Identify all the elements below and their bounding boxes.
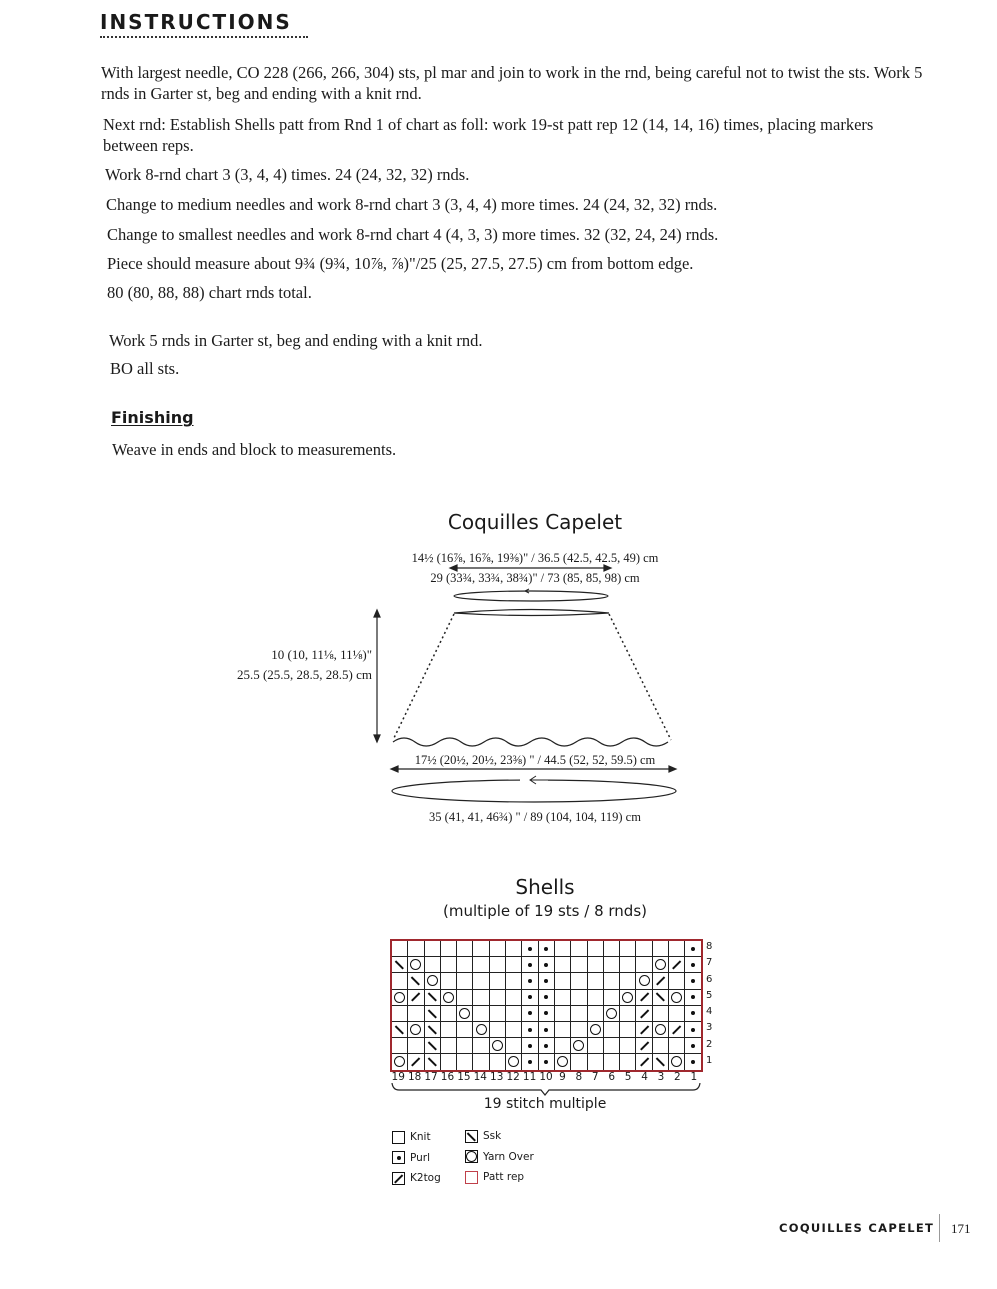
knit-cell bbox=[424, 957, 440, 973]
purl-cell bbox=[685, 957, 702, 973]
column-number: 16 bbox=[440, 1071, 455, 1083]
knit-cell bbox=[620, 1021, 636, 1037]
knit-cell bbox=[457, 973, 473, 989]
running-footer-title: COQUILLES CAPELET bbox=[779, 1221, 935, 1235]
knit-cell bbox=[571, 973, 587, 989]
yarn-over-cell bbox=[489, 1038, 505, 1054]
column-number: 2 bbox=[674, 1071, 681, 1083]
knit-cell bbox=[489, 1054, 505, 1071]
k2tog-cell bbox=[636, 1038, 652, 1054]
knit-cell bbox=[603, 1021, 619, 1037]
ssk-cell bbox=[391, 957, 408, 973]
knit-cell bbox=[506, 973, 522, 989]
legend-column-2 bbox=[465, 1126, 534, 1188]
column-number: 13 bbox=[490, 1071, 504, 1083]
knit-cell bbox=[473, 940, 489, 957]
yarn-over-cell bbox=[620, 989, 636, 1005]
k2tog-symbol-icon bbox=[392, 1172, 405, 1185]
knit-cell bbox=[391, 1038, 408, 1054]
knit-symbol-icon bbox=[392, 1131, 405, 1144]
chart-row bbox=[391, 940, 702, 957]
knit-cell bbox=[620, 957, 636, 973]
knit-cell bbox=[489, 957, 505, 973]
knit-cell bbox=[554, 957, 570, 973]
knit-cell bbox=[669, 1005, 685, 1021]
footer-divider bbox=[939, 1214, 940, 1242]
knit-cell bbox=[506, 1021, 522, 1037]
purl-cell bbox=[685, 1005, 702, 1021]
knit-cell bbox=[620, 1005, 636, 1021]
instruction-paragraph: Work 8-rnd chart 3 (3, 4, 4) times. 24 (24, 32, 32) rnds. bbox=[105, 165, 470, 184]
yarn-over-cell bbox=[669, 989, 685, 1005]
knit-cell bbox=[440, 1005, 456, 1021]
knit-cell bbox=[506, 940, 522, 957]
purl-cell bbox=[538, 989, 554, 1005]
legend-item-knit: Knit bbox=[392, 1127, 441, 1148]
bottom-circumference-measurement: 35 (41, 41, 46¾) " / 89 (104, 104, 119) cm bbox=[429, 810, 641, 824]
yarn-over-cell bbox=[408, 1021, 424, 1037]
knit-cell bbox=[587, 973, 603, 989]
knit-cell bbox=[489, 1021, 505, 1037]
purl-cell bbox=[538, 940, 554, 957]
knit-cell bbox=[620, 973, 636, 989]
yarn-over-cell bbox=[669, 1054, 685, 1071]
purl-cell bbox=[685, 989, 702, 1005]
schematic-title: Coquilles Capelet bbox=[447, 510, 623, 534]
knit-cell bbox=[440, 1021, 456, 1037]
repeat-bracket bbox=[389, 1083, 705, 1097]
knit-cell bbox=[603, 1038, 619, 1054]
column-number: 3 bbox=[657, 1071, 665, 1083]
yarn-over-cell bbox=[571, 1038, 587, 1054]
purl-cell bbox=[538, 973, 554, 989]
purl-cell bbox=[685, 1021, 702, 1037]
yarn-over-cell bbox=[408, 957, 424, 973]
chart-row bbox=[391, 1054, 702, 1071]
yarn-over-symbol-icon bbox=[465, 1150, 478, 1163]
purl-cell bbox=[522, 1021, 538, 1037]
row-number: 4 bbox=[706, 1006, 713, 1018]
knit-cell bbox=[440, 973, 456, 989]
column-number: 11 bbox=[522, 1071, 537, 1083]
purl-symbol-icon bbox=[392, 1151, 405, 1164]
pattern-repeat-symbol-icon bbox=[465, 1171, 478, 1184]
height-arrow bbox=[374, 610, 380, 742]
legend-column-1 bbox=[392, 1127, 441, 1189]
bottom-width-measurement: 17½ (20½, 20½, 23⅜) " / 44.5 (52, 52, 59.5) cm bbox=[414, 753, 656, 767]
yarn-over-cell bbox=[636, 973, 652, 989]
column-number: 14 bbox=[473, 1071, 487, 1083]
ssk-cell bbox=[652, 989, 668, 1005]
ssk-cell bbox=[652, 1054, 668, 1071]
knit-cell bbox=[440, 940, 456, 957]
knit-cell bbox=[669, 940, 685, 957]
legend-item-k2tog: K2tog bbox=[392, 1168, 441, 1189]
knit-cell bbox=[587, 957, 603, 973]
purl-cell bbox=[522, 940, 538, 957]
k2tog-cell bbox=[636, 989, 652, 1005]
purl-cell bbox=[685, 973, 702, 989]
knit-cell bbox=[603, 1054, 619, 1071]
yarn-over-cell bbox=[440, 989, 456, 1005]
row-number: 3 bbox=[706, 1022, 713, 1034]
knit-cell bbox=[473, 1005, 489, 1021]
knit-cell bbox=[587, 1005, 603, 1021]
k2tog-cell bbox=[652, 973, 668, 989]
purl-cell bbox=[538, 1021, 554, 1037]
knit-cell bbox=[506, 1005, 522, 1021]
knit-cell bbox=[408, 940, 424, 957]
yarn-over-cell bbox=[391, 989, 408, 1005]
chart-row bbox=[391, 973, 702, 989]
knit-cell bbox=[489, 973, 505, 989]
column-number: 7 bbox=[591, 1071, 599, 1083]
top-circumference-measurement: 29 (33¾, 33¾, 38¾)" / 73 (85, 85, 98) cm bbox=[430, 571, 640, 585]
knit-cell bbox=[571, 1005, 587, 1021]
purl-cell bbox=[538, 1005, 554, 1021]
knit-cell bbox=[457, 1038, 473, 1054]
purl-cell bbox=[538, 1054, 554, 1071]
column-number: 18 bbox=[407, 1071, 422, 1083]
purl-cell bbox=[685, 1038, 702, 1054]
row-number: 7 bbox=[706, 957, 713, 969]
k2tog-cell bbox=[669, 1021, 685, 1037]
finishing-text: Weave in ends and block to measurements. bbox=[112, 440, 397, 459]
right-side-dotted bbox=[609, 614, 671, 740]
knit-cell bbox=[652, 1038, 668, 1054]
knit-cell bbox=[473, 1038, 489, 1054]
purl-cell bbox=[685, 940, 702, 957]
k2tog-cell bbox=[636, 1021, 652, 1037]
purl-cell bbox=[522, 1005, 538, 1021]
chart-subtitle: (multiple of 19 sts / 8 rnds) bbox=[443, 902, 647, 920]
title-dotted-rule bbox=[100, 34, 308, 38]
knit-cell bbox=[571, 1021, 587, 1037]
chart-row bbox=[391, 1021, 702, 1037]
knit-cell bbox=[440, 957, 456, 973]
row-number: 1 bbox=[706, 1055, 713, 1067]
knit-cell bbox=[489, 989, 505, 1005]
knit-cell bbox=[391, 1005, 408, 1021]
purl-cell bbox=[685, 1054, 702, 1071]
column-numbers bbox=[390, 1071, 702, 1083]
column-number: 10 bbox=[539, 1071, 553, 1083]
chart-title: Shells bbox=[515, 875, 575, 899]
purl-cell bbox=[522, 957, 538, 973]
top-circumference-oval bbox=[454, 591, 608, 601]
knit-cell bbox=[473, 957, 489, 973]
legend-item-ssk: Ssk bbox=[465, 1126, 534, 1147]
column-number: 15 bbox=[457, 1071, 471, 1083]
chart-row bbox=[391, 957, 702, 973]
yarn-over-cell bbox=[424, 973, 440, 989]
purl-cell bbox=[538, 1038, 554, 1054]
ssk-cell bbox=[408, 973, 424, 989]
row-number: 8 bbox=[706, 941, 713, 952]
height-measurement-cm: 25.5 (25.5, 28.5, 28.5) cm bbox=[236, 667, 372, 682]
row-number: 2 bbox=[706, 1038, 713, 1050]
ssk-symbol-icon bbox=[465, 1130, 478, 1143]
knit-cell bbox=[473, 973, 489, 989]
knit-cell bbox=[587, 989, 603, 1005]
purl-cell bbox=[522, 1054, 538, 1071]
instruction-paragraph: Change to smallest needles and work 8-rnd chart 4 (4, 3, 3) more times. 32 (32, 24, 24) rnds. bbox=[107, 225, 719, 244]
knit-cell bbox=[391, 973, 408, 989]
yarn-over-cell bbox=[554, 1054, 570, 1071]
height-measurement-in: 10 (10, 11⅛, 11⅛)" bbox=[271, 647, 372, 662]
shells-chart bbox=[390, 939, 703, 1072]
knit-cell bbox=[457, 957, 473, 973]
column-number: 6 bbox=[608, 1071, 616, 1083]
knit-cell bbox=[506, 1038, 522, 1054]
knit-cell bbox=[620, 1054, 636, 1071]
ssk-cell bbox=[424, 1038, 440, 1054]
knit-cell bbox=[652, 940, 668, 957]
yarn-over-cell bbox=[652, 1021, 668, 1037]
knit-cell bbox=[554, 1038, 570, 1054]
knit-cell bbox=[506, 957, 522, 973]
top-width-arrow bbox=[450, 565, 611, 571]
row-number: 5 bbox=[706, 989, 713, 1001]
purl-cell bbox=[538, 957, 554, 973]
stitch-chart-grid bbox=[390, 939, 703, 1072]
left-side-dotted bbox=[393, 614, 454, 740]
section-title: INSTRUCTIONS bbox=[100, 10, 292, 34]
column-number: 17 bbox=[424, 1071, 438, 1083]
legend-item-yarn-over: Yarn Over bbox=[465, 1147, 534, 1168]
chart-row bbox=[391, 1038, 702, 1054]
knit-cell bbox=[457, 989, 473, 1005]
neck-edge bbox=[454, 610, 609, 616]
top-width-measurement: 14½ (16⅞, 16⅞, 19⅜)" / 36.5 (42.5, 42.5, 49) cm bbox=[411, 551, 659, 565]
knit-cell bbox=[440, 1054, 456, 1071]
yarn-over-cell bbox=[473, 1021, 489, 1037]
instruction-paragraph: Next rnd: Establish Shells patt from Rnd 1 of chart as foll: work 19-st patt rep 12 (14, 14, 16) times, placing markers between reps. bbox=[103, 115, 874, 155]
row-numbers bbox=[706, 939, 712, 1069]
knit-cell bbox=[408, 1038, 424, 1054]
knit-cell bbox=[620, 1038, 636, 1054]
instruction-paragraph: 80 (80, 88, 88) chart rnds total. bbox=[107, 283, 312, 302]
instruction-paragraph: BO all sts. bbox=[110, 359, 180, 378]
row-number: 6 bbox=[706, 973, 713, 985]
purl-cell bbox=[522, 1038, 538, 1054]
yarn-over-cell bbox=[457, 1005, 473, 1021]
column-number: 1 bbox=[690, 1071, 698, 1083]
knit-cell bbox=[489, 1005, 505, 1021]
knit-cell bbox=[636, 940, 652, 957]
knit-cell bbox=[669, 1038, 685, 1054]
legend-item-purl: Purl bbox=[392, 1148, 441, 1169]
knit-cell bbox=[603, 989, 619, 1005]
k2tog-cell bbox=[636, 1005, 652, 1021]
chart-row bbox=[391, 1005, 702, 1021]
knit-cell bbox=[571, 957, 587, 973]
chart-row bbox=[391, 989, 702, 1005]
column-number: 5 bbox=[624, 1071, 632, 1083]
capelet-schematic-drawing bbox=[350, 560, 700, 835]
column-number: 4 bbox=[641, 1071, 648, 1083]
knit-cell bbox=[506, 989, 522, 1005]
k2tog-cell bbox=[669, 957, 685, 973]
knit-cell bbox=[587, 940, 603, 957]
knit-cell bbox=[587, 1038, 603, 1054]
knit-cell bbox=[391, 940, 408, 957]
knit-cell bbox=[620, 940, 636, 957]
purl-cell bbox=[522, 973, 538, 989]
repeat-label: 19 stitch multiple bbox=[483, 1096, 607, 1112]
knit-cell bbox=[554, 1021, 570, 1037]
k2tog-cell bbox=[636, 1054, 652, 1071]
yarn-over-cell bbox=[391, 1054, 408, 1071]
yarn-over-cell bbox=[652, 957, 668, 973]
knit-cell bbox=[408, 1005, 424, 1021]
page-number: 171 bbox=[951, 1221, 971, 1236]
ssk-cell bbox=[424, 1005, 440, 1021]
instruction-paragraph: Piece should measure about 9¾ (9¾, 10⅞, ⅞)"/25 (25, 27.5, 27.5) cm from bottom edge. bbox=[107, 254, 694, 273]
instruction-paragraph: Work 5 rnds in Garter st, beg and ending with a knit rnd. bbox=[109, 331, 483, 350]
ssk-cell bbox=[424, 989, 440, 1005]
instruction-paragraph: Change to medium needles and work 8-rnd chart 3 (3, 4, 4) more times. 24 (24, 32, 32) rnds. bbox=[106, 195, 718, 214]
k2tog-cell bbox=[408, 1054, 424, 1071]
instruction-paragraph: With largest needle, CO 228 (266, 266, 304) sts, pl mar and join to work in the rnd, being careful not to twist the sts. Work 5 rnds in Garter st, beg and ending with a knit rnd. bbox=[101, 63, 923, 103]
finishing-heading: Finishing bbox=[111, 408, 194, 427]
knit-cell bbox=[473, 989, 489, 1005]
knit-cell bbox=[424, 940, 440, 957]
column-number: 9 bbox=[559, 1071, 566, 1083]
yarn-over-cell bbox=[506, 1054, 522, 1071]
knit-cell bbox=[554, 940, 570, 957]
scalloped-hem bbox=[393, 738, 668, 746]
column-number: 12 bbox=[506, 1071, 520, 1083]
knit-cell bbox=[457, 1054, 473, 1071]
purl-cell bbox=[522, 989, 538, 1005]
knit-cell bbox=[669, 973, 685, 989]
column-number: 19 bbox=[391, 1071, 405, 1083]
knit-cell bbox=[473, 1054, 489, 1071]
yarn-over-cell bbox=[603, 1005, 619, 1021]
k2tog-cell bbox=[408, 989, 424, 1005]
legend-item-patt-rep: Patt rep bbox=[465, 1167, 534, 1188]
knit-cell bbox=[489, 940, 505, 957]
knit-cell bbox=[457, 940, 473, 957]
knit-cell bbox=[652, 1005, 668, 1021]
knit-cell bbox=[554, 1005, 570, 1021]
ssk-cell bbox=[424, 1054, 440, 1071]
knit-cell bbox=[457, 1021, 473, 1037]
knit-cell bbox=[603, 973, 619, 989]
ssk-cell bbox=[424, 1021, 440, 1037]
knit-cell bbox=[603, 940, 619, 957]
knit-cell bbox=[587, 1054, 603, 1071]
knit-cell bbox=[571, 940, 587, 957]
knit-cell bbox=[554, 989, 570, 1005]
knit-cell bbox=[440, 1038, 456, 1054]
knit-cell bbox=[571, 1054, 587, 1071]
knit-cell bbox=[554, 973, 570, 989]
yarn-over-cell bbox=[587, 1021, 603, 1037]
knit-cell bbox=[571, 989, 587, 1005]
ssk-cell bbox=[391, 1021, 408, 1037]
knit-cell bbox=[603, 957, 619, 973]
knit-cell bbox=[636, 957, 652, 973]
column-number: 8 bbox=[575, 1071, 583, 1083]
